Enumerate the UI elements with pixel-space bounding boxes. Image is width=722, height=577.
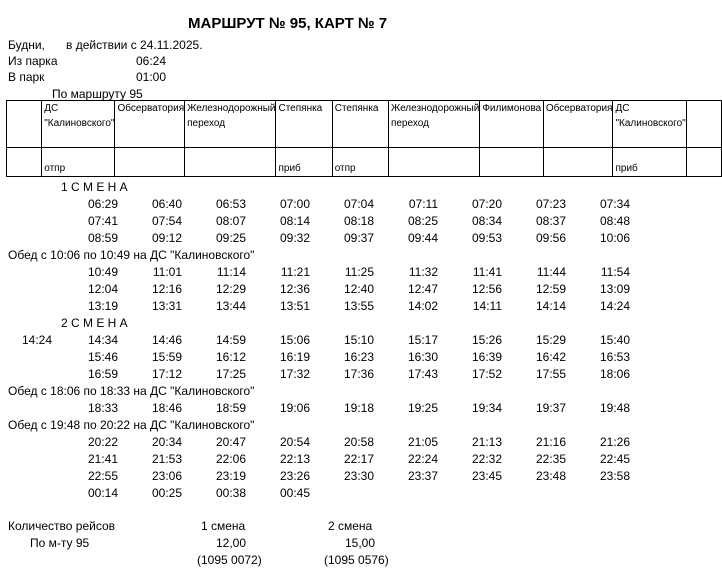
trip-time: 08:48 — [599, 214, 630, 228]
trip-time: 19:48 — [599, 401, 630, 415]
trip-time: 07:54 — [151, 214, 182, 228]
trip-time: 07:00 — [279, 197, 310, 211]
lunch-break: Обед с 19:48 по 20:22 на ДС "Калиновского" — [8, 418, 255, 432]
lunch-break: Обед с 10:06 по 10:49 на ДС "Калиновского" — [8, 248, 255, 262]
trip-time: 15:17 — [407, 333, 438, 347]
trip-time: 11:44 — [536, 265, 566, 279]
stop-mark: приб — [276, 148, 332, 177]
trip-time: 22:17 — [343, 452, 374, 466]
trip-time: 09:37 — [343, 231, 374, 245]
trip-time: 16:53 — [599, 350, 630, 364]
trip-time: 22:55 — [87, 469, 118, 483]
trip-time: 09:25 — [215, 231, 246, 245]
stop-mark: отпр — [42, 148, 115, 177]
summary-shift-1: 1 смена — [201, 519, 246, 533]
trip-time: 07:23 — [535, 197, 566, 211]
stop-mark: отпр — [332, 148, 388, 177]
trip-time: 07:11 — [408, 197, 438, 211]
trip-time: 19:34 — [471, 401, 502, 415]
stop-mark — [185, 148, 276, 177]
trip-time: 23:19 — [215, 469, 246, 483]
trip-time: 15:40 — [599, 333, 630, 347]
trip-time: 12:56 — [471, 282, 502, 296]
trip-time: 15:46 — [87, 350, 118, 364]
stop-name: Обсерватория — [543, 101, 613, 148]
trip-time: 13:31 — [151, 299, 182, 313]
to-park-time: 01:00 — [136, 70, 167, 84]
trip-time: 14:11 — [472, 299, 502, 313]
trip-time: 18:59 — [215, 401, 246, 415]
trip-time: 23:48 — [535, 469, 566, 483]
stop-name: Степянка — [332, 101, 388, 148]
stop-mark — [115, 148, 185, 177]
summary-value-2: 15,00 — [344, 536, 375, 550]
stop-mark: приб — [613, 148, 686, 177]
trip-time: 14:46 — [151, 333, 182, 347]
stop-name: Степянка — [276, 101, 332, 148]
stop-name: Обсерватория — [115, 101, 185, 148]
trip-time: 13:51 — [279, 299, 310, 313]
trip-time: 19:37 — [535, 401, 566, 415]
trip-time: 10:06 — [599, 231, 630, 245]
trip-time: 17:12 — [151, 367, 182, 381]
trip-time: 21:13 — [471, 435, 502, 449]
trip-time: 15:29 — [535, 333, 566, 347]
trip-time: 06:40 — [151, 197, 182, 211]
trip-time: 00:14 — [87, 486, 118, 500]
trip-time: 08:37 — [535, 214, 566, 228]
header-blank-cell — [7, 101, 42, 148]
trip-time: 11:54 — [600, 265, 630, 279]
trip-time: 17:32 — [279, 367, 310, 381]
trip-time: 00:45 — [279, 486, 310, 500]
trip-time: 18:46 — [151, 401, 182, 415]
stop-name: ДС "Калиновского" — [613, 101, 686, 148]
trip-time: 12:36 — [279, 282, 310, 296]
trip-time: 13:44 — [215, 299, 246, 313]
summary-code-1: (1095 0072) — [197, 553, 262, 567]
trip-time: 06:53 — [215, 197, 246, 211]
trip-time: 16:39 — [471, 350, 502, 364]
trip-time: 20:22 — [87, 435, 118, 449]
trip-time: 09:32 — [279, 231, 310, 245]
trip-time: 14:24 — [599, 299, 630, 313]
trip-time: 09:56 — [535, 231, 566, 245]
trip-time: 17:55 — [535, 367, 566, 381]
trip-time: 23:30 — [343, 469, 374, 483]
trip-time: 13:09 — [599, 282, 630, 296]
trip-time: 20:58 — [343, 435, 374, 449]
trip-time: 11:32 — [408, 265, 438, 279]
page-title: МАРШРУТ № 95, КАРТ № 7 — [188, 15, 388, 32]
trip-time: 08:18 — [343, 214, 374, 228]
trip-time: 09:53 — [471, 231, 502, 245]
stop-name: Филимонова — [480, 101, 544, 148]
stop-mark — [480, 148, 544, 177]
trip-time: 17:25 — [215, 367, 246, 381]
trip-time: 15:10 — [343, 333, 374, 347]
trip-time: 20:54 — [279, 435, 310, 449]
trip-time: 16:23 — [343, 350, 374, 364]
trip-time: 23:26 — [279, 469, 310, 483]
trip-time: 16:42 — [535, 350, 566, 364]
trip-time: 07:04 — [343, 197, 374, 211]
trip-time: 08:07 — [215, 214, 246, 228]
trip-time: 09:12 — [151, 231, 182, 245]
trip-time: 19:25 — [407, 401, 438, 415]
stop-name: Железнодорожный переход — [388, 101, 479, 148]
trip-time: 07:34 — [599, 197, 630, 211]
trip-time: 21:05 — [407, 435, 438, 449]
trip-time: 23:06 — [151, 469, 182, 483]
trip-time: 08:59 — [87, 231, 118, 245]
from-park-label: Из парка — [8, 54, 58, 68]
summary-route-label: По м-ту 95 — [30, 536, 90, 550]
stop-mark — [543, 148, 613, 177]
stop-name: ДС "Калиновского" — [42, 101, 115, 148]
trip-time: 14:02 — [407, 299, 438, 313]
trip-time: 12:47 — [407, 282, 438, 296]
trip-time: 23:58 — [599, 469, 630, 483]
trip-time: 07:20 — [471, 197, 502, 211]
summary-value-1: 12,00 — [215, 536, 246, 550]
trip-time: 22:35 — [535, 452, 566, 466]
trip-time: 18:33 — [87, 401, 118, 415]
trip-time: 15:59 — [151, 350, 182, 364]
stops-header-table — [6, 100, 722, 177]
trip-time: 08:25 — [407, 214, 438, 228]
trip-time: 11:25 — [344, 265, 374, 279]
trip-time: 22:24 — [407, 452, 438, 466]
trip-time: 06:29 — [87, 197, 118, 211]
trip-time: 14:14 — [535, 299, 566, 313]
trip-time: 22:13 — [279, 452, 310, 466]
trip-time: 18:06 — [599, 367, 630, 381]
route-label: По маршруту 95 — [52, 87, 143, 101]
header-blank-cell — [686, 101, 721, 148]
trip-time: 11:41 — [472, 265, 502, 279]
stop-mark — [388, 148, 479, 177]
trip-time: 19:18 — [343, 401, 374, 415]
trip-time: 13:55 — [343, 299, 374, 313]
day-type: Будни, — [8, 38, 45, 52]
trip-time: 23:45 — [471, 469, 502, 483]
trip-time: 21:16 — [535, 435, 566, 449]
trip-time: 08:14 — [279, 214, 310, 228]
header-blank-cell — [686, 148, 721, 177]
trip-time: 14:34 — [87, 333, 118, 347]
trip-time: 10:49 — [87, 265, 118, 279]
header-blank-cell — [7, 148, 42, 177]
trip-time: 22:45 — [599, 452, 630, 466]
trip-time: 07:41 — [87, 214, 118, 228]
to-park-label: В парк — [8, 70, 45, 84]
trip-time: 00:25 — [151, 486, 182, 500]
trip-time: 22:06 — [215, 452, 246, 466]
stop-name: Железнодорожный переход — [185, 101, 276, 148]
trip-time: 15:06 — [279, 333, 310, 347]
trip-time: 14:59 — [215, 333, 246, 347]
valid-from: в действии с 24.11.2025. — [66, 38, 203, 52]
trip-time: 21:53 — [151, 452, 182, 466]
trip-time: 17:36 — [343, 367, 374, 381]
shift-1-label: 1 С М Е Н А — [61, 180, 128, 194]
shift-2-start-time: 14:24 — [22, 333, 53, 347]
trip-time: 16:19 — [279, 350, 310, 364]
trip-time: 11:14 — [216, 265, 246, 279]
trip-time: 21:26 — [599, 435, 630, 449]
trip-time: 00:38 — [215, 486, 246, 500]
trip-time: 17:52 — [471, 367, 502, 381]
summary-code-2: (1095 0576) — [324, 553, 389, 567]
trip-time: 12:40 — [343, 282, 374, 296]
trip-time: 11:21 — [280, 265, 310, 279]
trip-time: 23:37 — [407, 469, 438, 483]
trip-time: 19:06 — [279, 401, 310, 415]
trip-time: 21:41 — [87, 452, 118, 466]
trip-time: 22:32 — [471, 452, 502, 466]
trip-time: 12:59 — [535, 282, 566, 296]
summary-label: Количество рейсов — [8, 519, 116, 533]
trip-time: 12:29 — [215, 282, 246, 296]
shift-2-label: 2 С М Е Н А — [61, 316, 128, 330]
from-park-time: 06:24 — [136, 54, 167, 68]
trip-time: 16:30 — [407, 350, 438, 364]
trip-time: 08:34 — [471, 214, 502, 228]
trip-time: 16:59 — [87, 367, 118, 381]
trip-time: 09:44 — [407, 231, 438, 245]
trip-time: 16:12 — [215, 350, 246, 364]
trip-time: 12:04 — [87, 282, 118, 296]
trip-time: 12:16 — [151, 282, 182, 296]
trip-time: 20:47 — [215, 435, 246, 449]
trip-time: 17:43 — [407, 367, 438, 381]
trip-time: 13:19 — [87, 299, 118, 313]
trip-time: 11:01 — [152, 265, 182, 279]
trip-time: 20:34 — [151, 435, 182, 449]
summary-shift-2: 2 смена — [328, 519, 373, 533]
trip-time: 15:26 — [471, 333, 502, 347]
lunch-break: Обед с 18:06 по 18:33 на ДС "Калиновского" — [8, 384, 255, 398]
